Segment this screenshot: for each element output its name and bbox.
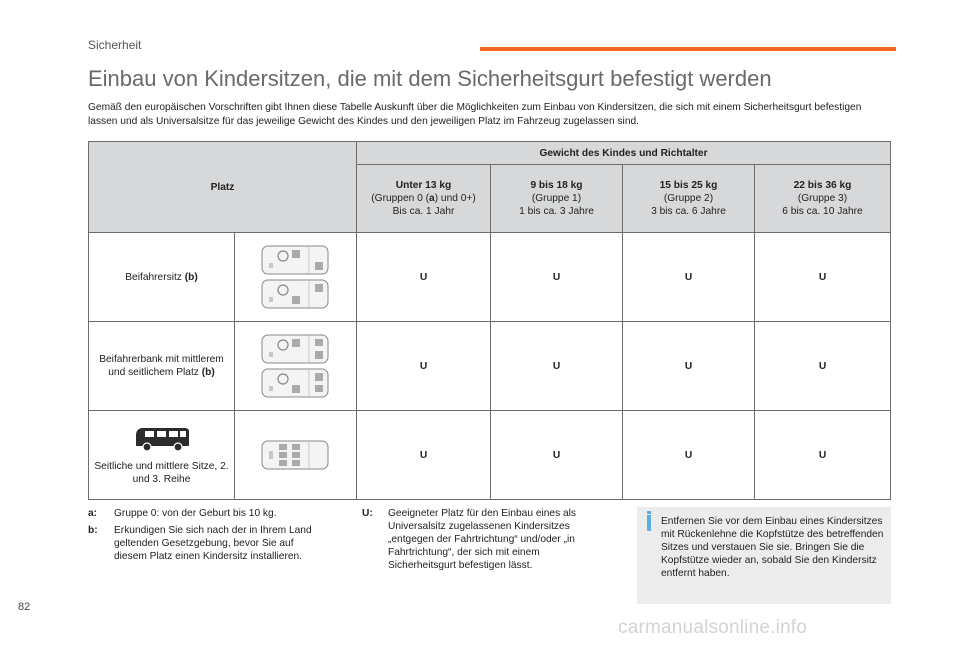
suitability-value: U [623,411,755,500]
info-note-text: Entfernen Sie vor dem Einbau eines Kindersitzes mit Rückenlehne die Kopfstütze des betreffenden Sitzes und verstauen Sie sie. Bringen Sie die Kopfstütze wieder an, sobald Sie den Kindersitz entfernt haben. [661,516,884,579]
info-note-box [637,507,891,604]
footnote-a [88,507,328,520]
group-name: (Gruppen 0 ( [371,193,430,204]
suitability-value: U [491,322,623,411]
group-header [491,165,623,233]
place-header: Platz [89,142,357,233]
page-number: 82 [18,601,31,613]
info-icon [647,511,651,514]
seat-diagram-cell [235,322,357,411]
footnote-key: U: [362,508,373,519]
suitability-value: U [491,233,623,322]
footnote-u [362,507,622,572]
group-weight: Unter 13 kg [395,180,452,191]
group-header [357,165,491,233]
group-age: 6 bis ca. 10 Jahre [782,206,863,217]
group-name: (Gruppe 1) [531,193,582,204]
footnote-key: b: [88,525,98,536]
row-label [89,411,235,500]
child-seat-table [88,141,891,500]
group-footnote-ref: a [429,193,435,204]
row-label-footnote: (b) [201,367,215,378]
group-weight: 15 bis 25 kg [659,180,718,191]
seat-layout-diagram [261,439,331,471]
row-label [89,233,235,322]
suitability-value: U [623,322,755,411]
watermark: carmanualsonline.info [618,617,808,638]
group-age: Bis ca. 1 Jahr [392,206,455,217]
seat-diagram-cell [235,411,357,500]
suitability-value: U [357,233,491,322]
intro-paragraph: Gemäß den europäischen Vorschriften gibt Ihnen diese Tabelle Auskunft über die Möglichkeiten zum Einbau von Kindersitzen, die sich mit einem Sicherheitsgurt befestigen lassen und als Universalsitze für das jeweilige Gewicht des Kindes und den jeweiligen Platz im Fahrzeug zugelassen sind. [88,102,862,127]
seat-layout-diagram [261,333,331,365]
group-header [755,165,891,233]
group-weight: 22 bis 36 kg [793,180,852,191]
seat-diagram-cell [235,233,357,322]
footnote-b [88,524,333,563]
section-label: Sicherheit [88,38,142,52]
row-label-footnote: (b) [184,271,198,283]
group-weight: 9 bis 18 kg [530,180,583,191]
section-accent-bar [480,47,896,51]
suitability-value: U [357,322,491,411]
group-header [623,165,755,233]
row-label-text: Beifahrerbank mit mittlerem und seitlichem Platz [99,354,224,378]
seat-layout-diagram [261,278,331,310]
weight-header: Gewicht des Kindes und Richtalter [357,142,891,165]
group-age: 1 bis ca. 3 Jahre [519,206,594,217]
footnote-text: Gruppe 0: von der Geburt bis 10 kg. [114,508,277,519]
seat-layout-diagram [261,367,331,399]
page-title: Einbau von Kindersitzen, die mit dem Sicherheitsgurt befestigt werden [88,66,772,91]
group-name: (Gruppe 2) [663,193,714,204]
suitability-value: U [623,233,755,322]
footnote-key: a: [88,508,98,519]
suitability-value: U [491,411,623,500]
row-label [89,322,235,411]
seat-layout-diagram [261,244,331,276]
row-label-text: Beifahrersitz [125,271,185,283]
suitability-value: U [755,233,891,322]
van-icon [133,424,191,454]
suitability-value: U [755,411,891,500]
suitability-value: U [357,411,491,500]
suitability-value: U [755,322,891,411]
group-name: (Gruppe 3) [797,193,848,204]
info-icon-bar [647,515,651,531]
group-name-suffix: ) und 0+) [434,193,476,204]
footnote-text: Geeigneter Platz für den Einbau eines als Universalsitz zugelassenen Kindersitzes „entgegen der Fahrtrichtung“ und/oder „in Fahrtrichtung“, der sich mit einem Sicherheitsgurt befestigen lässt. [388,508,577,571]
footnote-text: Erkundigen Sie sich nach der in Ihrem Land geltenden Gesetzgebung, bevor Sie auf diesem Platz einen Kindersitz installieren. [114,525,312,562]
group-age: 3 bis ca. 6 Jahre [651,206,726,217]
row-label-text: Seitliche und mittlere Sitze, 2. und 3. Reihe [94,461,229,485]
